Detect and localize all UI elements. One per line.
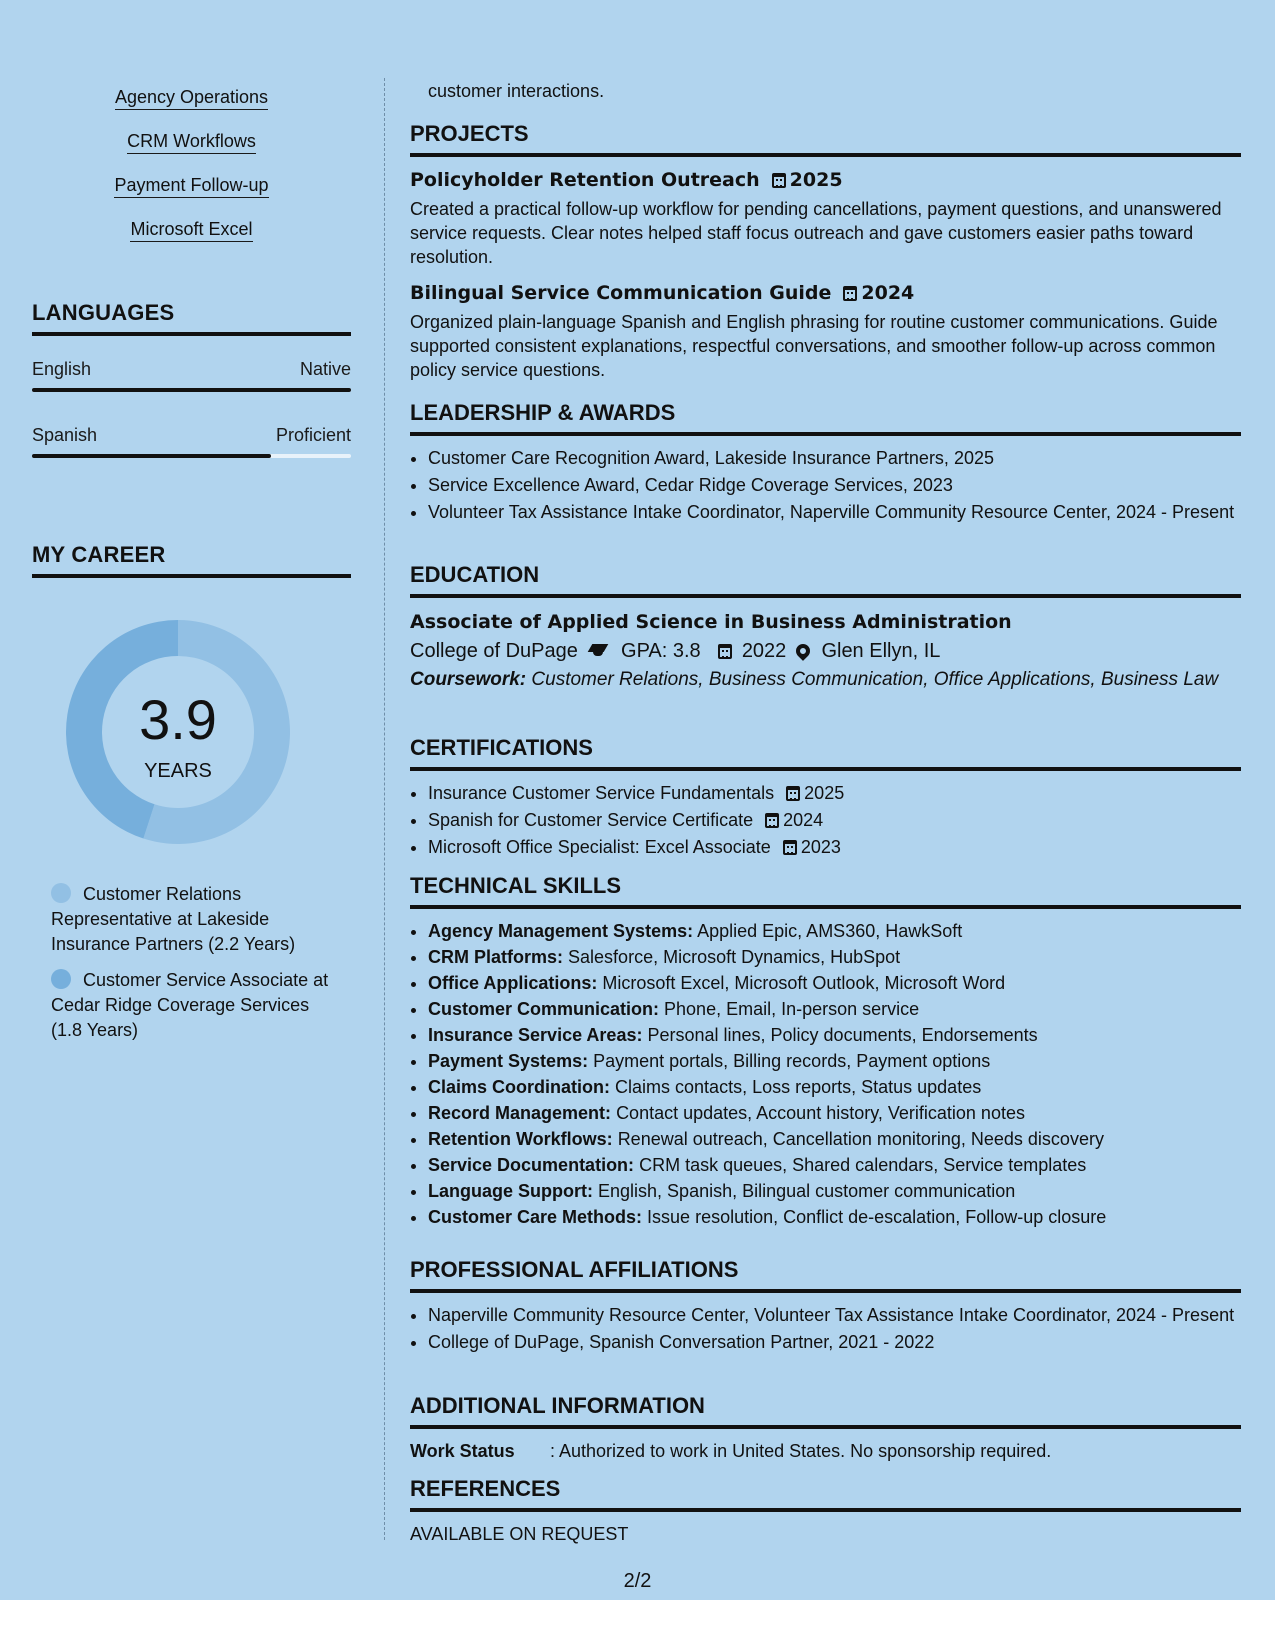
technical-skill-item — [428, 1153, 1241, 1177]
technical-skill-values: Contact updates, Account history, Verification notes — [616, 1103, 1025, 1123]
education-location: Glen Ellyn, IL — [821, 640, 941, 662]
technical-skills-heading: TECHNICAL SKILLS — [410, 873, 1241, 909]
technical-skill-values: Renewal outreach, Cancellation monitoring, Needs discovery — [617, 1129, 1104, 1149]
project-title: Policyholder Retention Outreach — [410, 169, 760, 191]
legend-item — [51, 968, 336, 1043]
coursework-list: Customer Relations, Business Communication, Office Applications, Business Law — [531, 669, 1219, 690]
technical-skill-values: Claims contacts, Loss reports, Status updates — [615, 1077, 982, 1097]
certification-name: Spanish for Customer Service Certificate — [428, 810, 754, 830]
affiliations-section — [410, 1257, 1241, 1357]
awards-heading: LEADERSHIP & AWARDS — [410, 400, 1241, 436]
page-number: 2/2 — [623, 1570, 652, 1592]
affiliation-item: • College of DuPage, Spanish Conversation Partner, 2021 - 2022 — [428, 1330, 1241, 1354]
location-pin-icon — [793, 641, 813, 661]
technical-skill-item — [428, 1023, 1241, 1047]
calendar-icon — [843, 286, 857, 301]
skill-item: Microsoft Excel — [130, 218, 252, 242]
technical-skill-item — [428, 1075, 1241, 1099]
certification-year: 2025 — [804, 783, 845, 803]
language-name: Spanish — [32, 425, 98, 445]
language-level: Native — [299, 359, 351, 379]
affiliations-list — [410, 1303, 1241, 1354]
career-donut — [66, 620, 290, 844]
education-heading: EDUCATION — [410, 562, 1241, 598]
technical-skill-category: Service Documentation: — [428, 1155, 635, 1175]
additional-section — [410, 1393, 1241, 1463]
project-description: Organized plain-language Spanish and English phrasing for routine customer communications. Guide supported consistent explanations, respectful conversations, and smoother follow-up across common policy service questions. — [410, 312, 1218, 380]
technical-skill-values: English, Spanish, Bilingual customer communication — [598, 1181, 1016, 1201]
technical-skill-category: Insurance Service Areas: — [428, 1025, 643, 1045]
certification-item — [428, 835, 1241, 859]
calendar-icon — [765, 813, 779, 828]
technical-skill-item — [428, 1101, 1241, 1125]
technical-skill-item — [428, 1179, 1241, 1203]
technical-skill-item — [428, 1049, 1241, 1073]
certification-item — [428, 808, 1241, 832]
technical-skill-category: Customer Communication: — [428, 999, 660, 1019]
certification-year: 2024 — [783, 810, 824, 830]
calendar-icon — [783, 840, 797, 855]
education-section — [410, 562, 1241, 692]
references-section — [410, 1476, 1241, 1546]
legend-item — [51, 882, 336, 957]
legend-label: Customer Relations Representative at Lakeside Insurance Partners (2.2 Years) — [51, 884, 296, 954]
language-bar-fill — [32, 454, 271, 458]
technical-skill-category: Office Applications: — [428, 973, 598, 993]
work-status-row — [410, 1439, 1241, 1463]
education-gpa: GPA: 3.8 — [621, 640, 701, 662]
education-degree: Associate of Applied Science in Business Administration — [410, 611, 1012, 633]
certifications-heading: CERTIFICATIONS — [410, 735, 1241, 771]
skill-list — [32, 86, 351, 262]
references-heading: REFERENCES — [410, 1476, 1241, 1512]
technical-skill-values: CRM task queues, Shared calendars, Service templates — [639, 1155, 1087, 1175]
certification-item — [428, 781, 1241, 805]
legend-label: Customer Service Associate at Cedar Ridge Coverage Services (1.8 Years) — [51, 970, 329, 1040]
certification-name: Insurance Customer Service Fundamentals — [428, 783, 775, 803]
additional-heading: ADDITIONAL INFORMATION — [410, 1393, 1241, 1429]
technical-skill-values: Issue resolution, Conflict de-escalation, Follow-up closure — [647, 1207, 1107, 1227]
project-description: Created a practical follow-up workflow for pending cancellations, payment questions, and unanswered service requests. Clear notes helped staff focus outreach and gave customers easier paths toward resolution. — [410, 199, 1222, 267]
skill-item: CRM Workflows — [127, 130, 256, 154]
work-status-value: : Authorized to work in United States. No sponsorship required. — [550, 1441, 1052, 1461]
legend-dot-icon — [51, 969, 71, 989]
language-level: Proficient — [275, 425, 351, 445]
technical-skill-values: Payment portals, Billing records, Payment options — [593, 1051, 991, 1071]
language-row — [32, 424, 351, 446]
technical-skill-item — [428, 1205, 1241, 1229]
projects-heading: PROJECTS — [410, 121, 1241, 157]
graduation-cap-icon — [587, 644, 609, 656]
technical-skills-section — [410, 873, 1241, 1231]
work-status-label: Work Status — [410, 1441, 515, 1461]
calendar-icon — [718, 644, 732, 659]
project-item — [410, 280, 1241, 382]
career-unit: YEARS — [144, 760, 212, 782]
calendar-icon — [786, 786, 800, 801]
languages-heading: LANGUAGES — [32, 300, 351, 336]
technical-skill-values: Salesforce, Microsoft Dynamics, HubSpot — [568, 947, 901, 967]
technical-skill-category: Claims Coordination: — [428, 1077, 611, 1097]
career-total: 3.9 — [139, 688, 217, 751]
technical-skill-category: Language Support: — [428, 1181, 593, 1201]
education-details — [410, 636, 1241, 666]
project-year: 2024 — [861, 282, 915, 304]
career-section — [32, 542, 351, 1040]
career-heading: MY CAREER — [32, 542, 351, 578]
technical-skill-values: Phone, Email, In-person service — [664, 999, 920, 1019]
technical-skills-list — [410, 919, 1241, 1229]
skill-item: Agency Operations — [115, 86, 268, 110]
project-year: 2025 — [789, 169, 843, 191]
award-item: • Service Excellence Award, Cedar Ridge Coverage Services, 2023 — [428, 473, 1241, 497]
language-row — [32, 358, 351, 380]
certification-year: 2023 — [800, 837, 841, 857]
technical-skill-values: Personal lines, Policy documents, Endorsements — [647, 1025, 1038, 1045]
technical-skill-category: Record Management: — [428, 1103, 612, 1123]
language-bar — [32, 388, 351, 392]
award-item: • Customer Care Recognition Award, Lakeside Insurance Partners, 2025 — [428, 446, 1241, 470]
skill-item: Payment Follow-up — [114, 174, 268, 198]
references-text: AVAILABLE ON REQUEST — [410, 1524, 629, 1544]
affiliations-heading: PROFESSIONAL AFFILIATIONS — [410, 1257, 1241, 1293]
awards-section — [410, 400, 1241, 527]
education-year: 2022 — [741, 640, 787, 662]
affiliation-item: • Naperville Community Resource Center, Volunteer Tax Assistance Intake Coordinator, 2024 - Present — [428, 1303, 1241, 1327]
legend-dot-icon — [51, 883, 71, 903]
technical-skill-item — [428, 919, 1241, 943]
column-divider — [384, 78, 385, 1540]
technical-skill-category: Payment Systems: — [428, 1051, 589, 1071]
projects-section — [410, 121, 1241, 382]
languages-section — [32, 300, 351, 458]
certification-name: Microsoft Office Specialist: Excel Associate — [428, 837, 771, 857]
project-item — [410, 167, 1241, 269]
technical-skill-values: Microsoft Excel, Microsoft Outlook, Microsoft Word — [602, 973, 1006, 993]
awards-list — [410, 446, 1241, 524]
summary-fragment: customer interactions. — [428, 81, 605, 101]
calendar-icon — [772, 173, 786, 188]
coursework-label: Coursework: — [410, 669, 527, 690]
technical-skill-values: Applied Epic, AMS360, HawkSoft — [697, 921, 963, 941]
certifications-section — [410, 735, 1241, 862]
technical-skill-category: Customer Care Methods: — [428, 1207, 643, 1227]
technical-skill-category: Retention Workflows: — [428, 1129, 613, 1149]
education-school: College of DuPage — [410, 640, 578, 662]
career-legend — [51, 882, 336, 1054]
technical-skill-item — [428, 1127, 1241, 1151]
language-bar-fill — [32, 388, 351, 392]
technical-skill-item — [428, 971, 1241, 995]
education-coursework — [410, 668, 1241, 692]
language-name: English — [32, 359, 92, 379]
project-title: Bilingual Service Communication Guide — [410, 282, 832, 304]
technical-skill-category: Agency Management Systems: — [428, 921, 694, 941]
award-item: • Volunteer Tax Assistance Intake Coordinator, Naperville Community Resource Center, 2024 - Present — [428, 500, 1241, 524]
certifications-list — [410, 781, 1241, 859]
technical-skill-item — [428, 997, 1241, 1021]
technical-skill-category: CRM Platforms: — [428, 947, 564, 967]
technical-skill-item — [428, 945, 1241, 969]
language-bar — [32, 454, 351, 458]
